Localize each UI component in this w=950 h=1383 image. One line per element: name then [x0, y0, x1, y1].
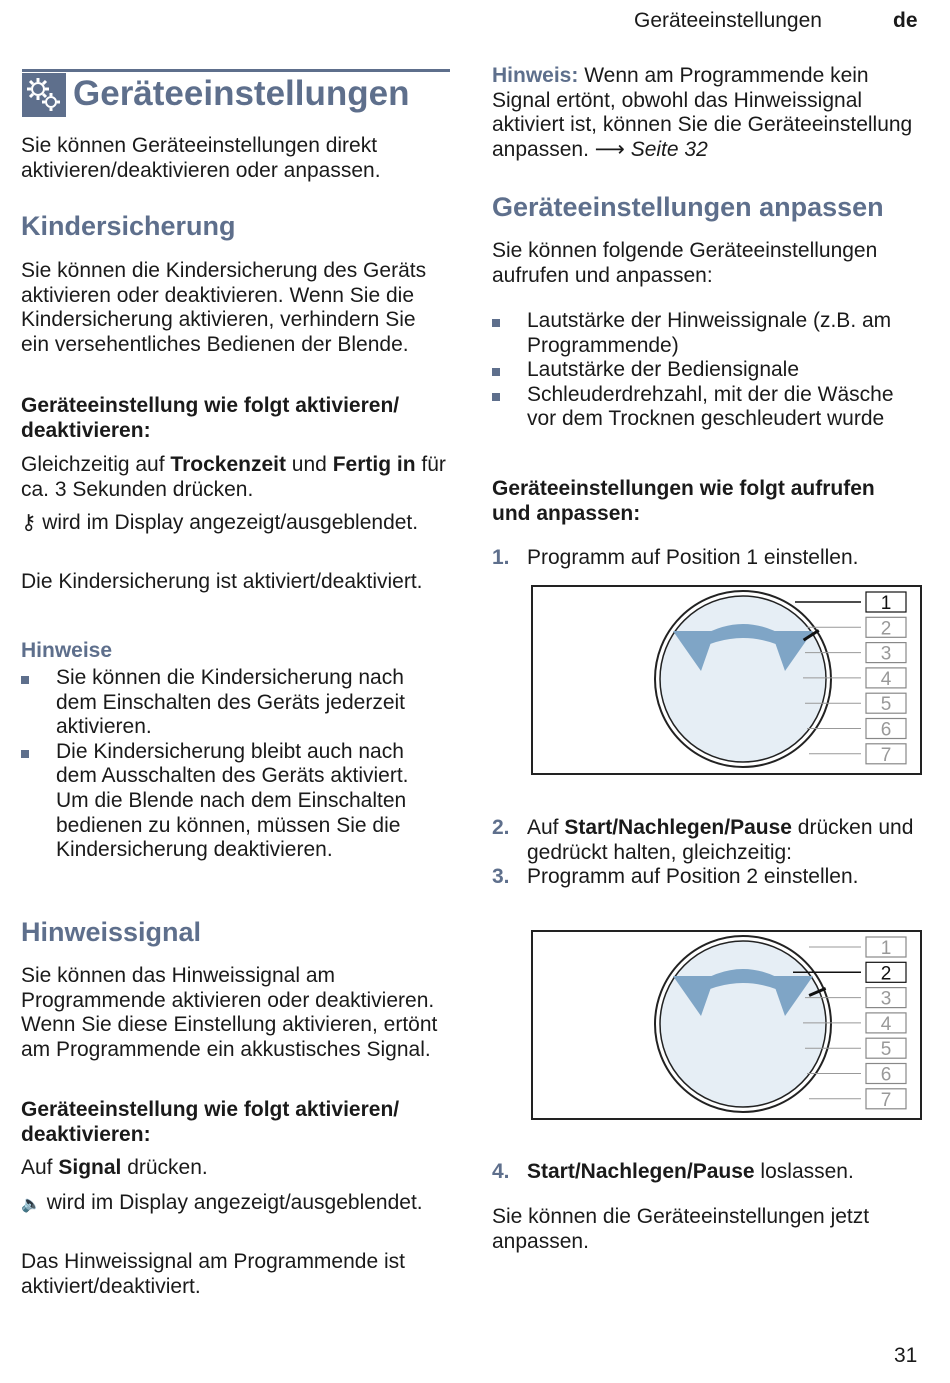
position-label: 1	[880, 593, 892, 614]
heading-kindersicherung: Kindersicherung	[21, 211, 236, 241]
page-number: 31	[894, 1344, 918, 1367]
anpassen-intro: Sie können folgende Geräteeinstellungen aufrufen und anpassen:	[492, 239, 878, 287]
language-tag: de	[893, 9, 918, 32]
list-item: Die Kindersicherung bleibt auch nach dem Ausschalten des Geräts aktiviert. Um die Blende nach dem Einschalten bedienen zu können, müssen Sie die Kindersicherung deaktivieren.	[21, 740, 436, 863]
kinder-subheading: Geräteeinstellung wie folgt aktivieren/ deaktivieren:	[21, 394, 400, 442]
list-item: Lautstärke der Hinweissignale (z.B. am Programmende)	[492, 309, 912, 358]
knob-face	[660, 941, 826, 1107]
position-label: 6	[880, 719, 892, 741]
signal-subheading: Geräteeinstellung wie folgt aktivieren/ deaktivieren:	[21, 1098, 400, 1146]
speaker-icon: 🔈	[21, 1196, 41, 1213]
notes-heading: Hinweise	[21, 639, 113, 662]
position-label: 3	[880, 643, 892, 665]
position-label: 5	[880, 694, 892, 716]
position-label: 6	[880, 1064, 892, 1086]
position-label: 4	[880, 668, 892, 690]
signal-result: Das Hinweissignal am Programmende ist aktiviert/deaktiviert.	[21, 1250, 405, 1298]
position-label: 3	[880, 988, 892, 1010]
page-title: Geräteeinstellungen	[73, 74, 410, 113]
position-label: 5	[880, 1039, 892, 1061]
list-item: Lautstärke der Bediensignale	[492, 358, 912, 383]
title-rule	[22, 69, 450, 72]
signal-display-info: 🔈 wird im Display angezeigt/ausgeblendet.	[21, 1191, 423, 1214]
running-header-title: Geräteeinstellungen	[634, 9, 822, 32]
kinder-paragraph: Sie können die Kindersicherung des Geräts aktivieren oder deaktivieren. Wenn Sie die Kindersicherung aktivieren, verhindern Sie ein versehentliches Bedienen der Blende.	[21, 259, 427, 356]
dial-illustration-1	[531, 585, 922, 775]
position-label: 1	[880, 938, 892, 959]
arrow-right-icon: ⟶	[594, 137, 625, 161]
position-label: 7	[880, 1089, 892, 1111]
step-1: 1. Programm auf Position 1 einstellen.	[492, 546, 859, 569]
signal-paragraph: Sie können das Hinweissignal am Programmende aktivieren oder deaktivieren. Wenn Sie diese Einstellung aktivieren, ertönt am Programmende ein akkustisches Signal.	[21, 964, 438, 1061]
kinder-display-info: ⚷ wird im Display angezeigt/ausgeblendet.	[21, 511, 419, 534]
knob-face	[660, 596, 826, 762]
outro-text: Sie können die Geräteeinstellungen jetzt anpassen.	[492, 1205, 870, 1253]
settings-list	[492, 309, 912, 432]
position-label: 7	[880, 744, 892, 766]
step-4: 4. Start/Nachlegen/Pause loslassen.	[492, 1160, 854, 1183]
notes-list	[21, 666, 436, 863]
dial-illustration-2	[531, 930, 922, 1120]
settings-gear-icon	[22, 73, 66, 117]
position-label: 4	[880, 1013, 892, 1035]
kinder-instruction: Gleichzeitig auf Trockenzeit und Fertig in für ca. 3 Sekunden drücken.	[21, 453, 446, 501]
kinder-result: Die Kindersicherung ist aktiviert/deaktiviert.	[21, 570, 423, 593]
anpassen-subheading: Geräteeinstellungen wie folgt aufrufen und anpassen:	[492, 477, 875, 525]
intro-text: Sie können Geräteeinstellungen direkt aktivieren/deaktivieren oder anpassen.	[21, 134, 381, 182]
signal-instruction: Auf Signal drücken.	[21, 1156, 208, 1179]
step-2-3: 2. Auf Start/Nachlegen/Pause drücken und gedrückt halten, gleichzeitig: 3. Programm auf Position 2 einstellen.	[492, 816, 914, 889]
key-lock-icon: ⚷	[21, 511, 37, 534]
position-label: 2	[880, 618, 892, 640]
position-label: 2	[880, 963, 892, 985]
heading-hinweissignal: Hinweissignal	[21, 917, 202, 947]
list-item: Schleuderdrehzahl, mit der die Wäsche vor dem Trocknen geschleudert wurde	[492, 383, 912, 432]
list-item: Sie können die Kindersicherung nach dem Einschalten des Geräts jederzeit aktivieren.	[21, 666, 436, 740]
hinweis-note: Hinweis: Wenn am Programmende kein Signal ertönt, obwohl das Hinweissignal aktiviert ist, können Sie die Geräteeinstellung anpassen. ⟶ Seite 32	[492, 64, 913, 161]
heading-anpassen: Geräteeinstellungen anpassen	[492, 192, 884, 222]
